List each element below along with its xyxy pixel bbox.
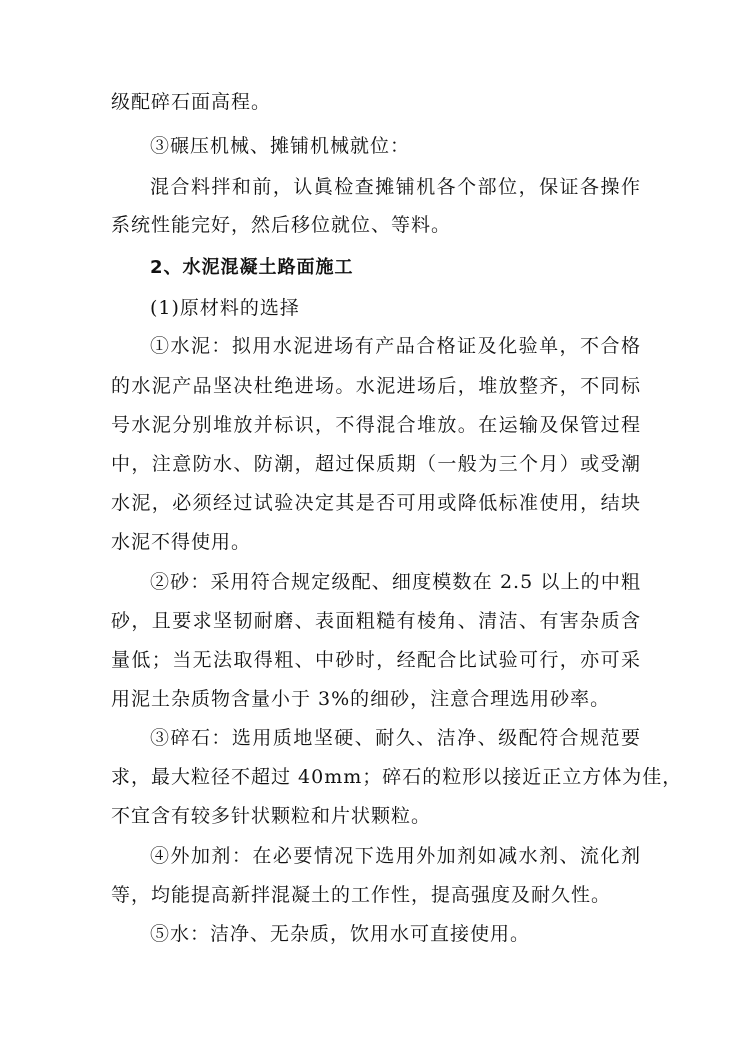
paragraph-line: ③碎石：选用质地坚硬、耐久、洁净、级配符合规范要 bbox=[150, 727, 641, 749]
subsection-heading: (1)原材料的选择 bbox=[150, 297, 300, 319]
paragraph-line: ①水泥：拟用水泥进场有产品合格证及化验单，不合格 bbox=[150, 335, 641, 357]
paragraph-line: ②砂：采用符合规定级配、细度模数在 2.5 以上的中粗 bbox=[150, 571, 641, 593]
paragraph-line: 求，最大粒径不超过 40mm；碎石的粒形以接近正立方体为佳， bbox=[111, 766, 683, 788]
text-line: 级配碎石面高程。 bbox=[111, 91, 272, 113]
paragraph-line: 砂，且要求坚韧耐磨、表面粗糙有棱角、清洁、有害杂质含 bbox=[111, 610, 641, 632]
paragraph-line: 混合料拌和前，认眞检查摊铺机各个部位，保证各操作 bbox=[150, 176, 641, 198]
paragraph-line: 水泥不得使用。 bbox=[111, 531, 252, 553]
paragraph-line: ④外加剂：在必要情况下选用外加剂如减水剂、流化剂 bbox=[150, 845, 641, 867]
paragraph-line: 号水泥分别堆放并标识，不得混合堆放。在运输及保管过程 bbox=[111, 414, 641, 436]
section-heading: 2、水泥混凝土路面施工 bbox=[150, 257, 354, 278]
subheading-line: ③碾压机械、摊铺机械就位： bbox=[150, 135, 411, 157]
paragraph-line: 系统性能完好，然后移位就位、等料。 bbox=[111, 214, 452, 236]
paragraph-line: 用泥土杂质物含量小于 3%的细砂，注意合理选用砂率。 bbox=[111, 688, 611, 710]
paragraph-line: ⑤水：洁净、无杂质，饮用水可直接使用。 bbox=[150, 923, 531, 945]
paragraph-line: 不宜含有较多针状颗粒和片状颗粒。 bbox=[111, 805, 432, 827]
paragraph-line: 的水泥产品坚决杜绝进场。水泥进场后，堆放整齐，不同标 bbox=[111, 375, 641, 397]
paragraph-line: 水泥，必须经过试验决定其是否可用或降低标准使用，结块 bbox=[111, 492, 641, 514]
paragraph-line: 量低；当无法取得粗、中砂时，经配合比试验可行，亦可采 bbox=[111, 649, 641, 671]
paragraph-line: 等，均能提高新拌混凝土的工作性，提高强度及耐久性。 bbox=[111, 884, 612, 906]
paragraph-line: 中，注意防水、防潮，超过保质期（一般为三个月）或受潮 bbox=[111, 453, 641, 475]
